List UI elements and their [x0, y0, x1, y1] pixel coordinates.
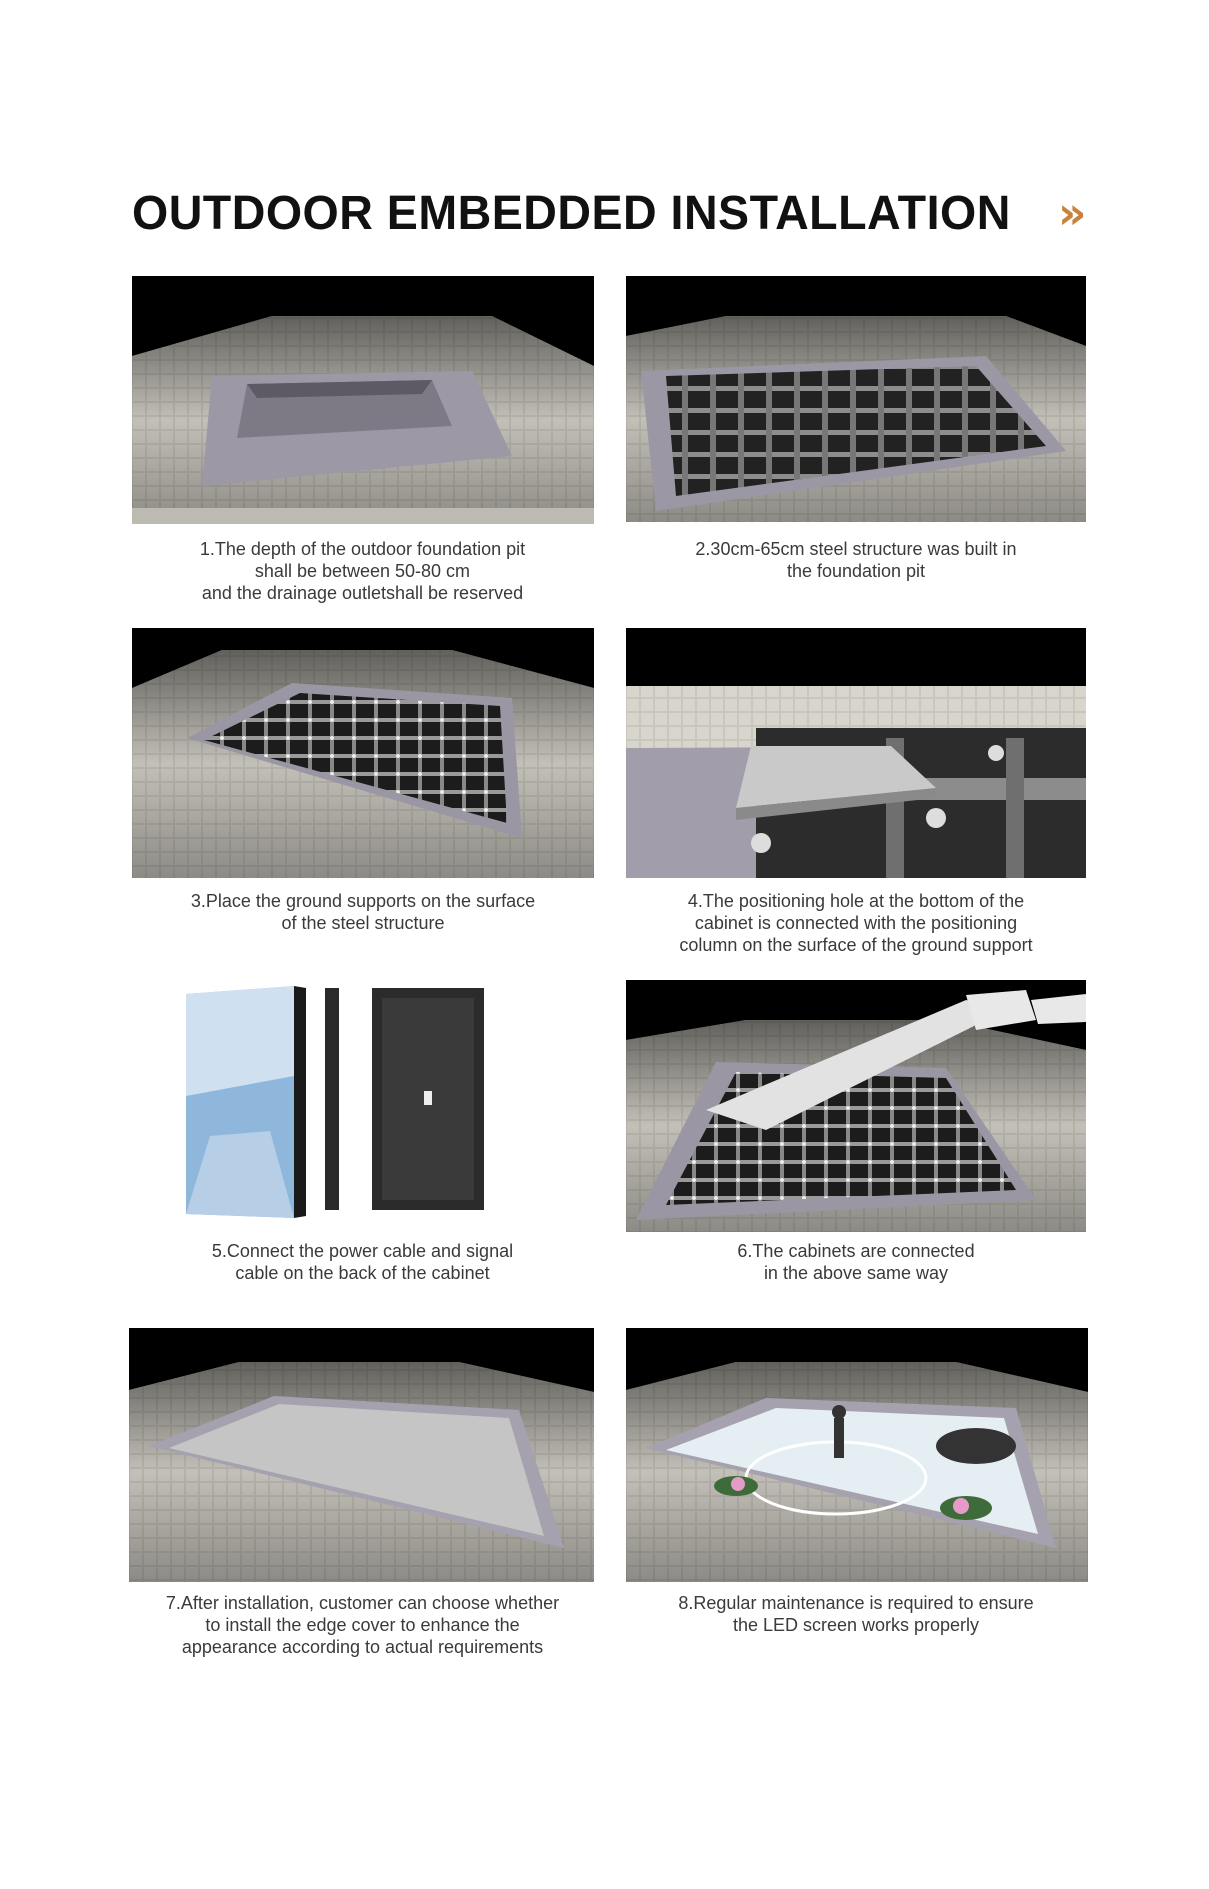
step-6-caption — [646, 1240, 1066, 1284]
caption-line: and the drainage outletshall be reserved — [201, 583, 524, 603]
caption-line: shall be between 50-80 cm — [254, 561, 471, 581]
caption-line: to install the edge cover to enhance the — [205, 1615, 520, 1635]
caption-line: 1.The depth of the outdoor foundation pit — [199, 539, 526, 559]
step-5-image — [170, 966, 520, 1218]
caption-line: 2.30cm-65cm steel structure was built in — [695, 539, 1017, 559]
step-2-image — [626, 276, 1086, 522]
caption-line: of the steel structure — [281, 913, 445, 933]
caption-line: 4.The positioning hole at the bottom of the — [687, 891, 1025, 911]
caption-line: 7.After installation, customer can choose whether — [165, 1593, 560, 1613]
caption-line: the LED screen works properly — [732, 1615, 980, 1635]
step-7-image — [129, 1328, 594, 1582]
step-1-caption — [160, 538, 565, 604]
double-chevron-right-icon: » — [1058, 188, 1081, 239]
caption-line: in the above same way — [763, 1263, 949, 1283]
caption-line: 3.Place the ground supports on the surface — [190, 891, 536, 911]
caption-line: 6.The cabinets are connected — [737, 1241, 975, 1261]
caption-line: column on the surface of the ground support — [679, 935, 1033, 955]
step-4-caption — [646, 890, 1066, 956]
caption-line: cable on the back of the cabinet — [235, 1263, 490, 1283]
caption-line: 5.Connect the power cable and signal — [211, 1241, 514, 1261]
caption-line: appearance according to actual requirements — [181, 1637, 544, 1657]
step-3-caption — [148, 890, 578, 934]
page-title: OUTDOOR EMBEDDED INSTALLATION — [132, 187, 1011, 240]
caption-line: cabinet is connected with the positioning — [694, 913, 1018, 933]
step-1-image — [132, 276, 594, 524]
step-2-caption — [646, 538, 1066, 582]
caption-line: 8.Regular maintenance is required to ensure — [678, 1593, 1034, 1613]
step-4-image — [626, 628, 1086, 878]
caption-line: the foundation pit — [786, 561, 926, 581]
step-8-caption — [646, 1592, 1066, 1636]
step-7-caption — [130, 1592, 595, 1658]
title-row — [132, 186, 1080, 241]
step-8-image — [626, 1328, 1088, 1582]
step-6-image — [626, 980, 1086, 1232]
step-5-caption — [160, 1240, 565, 1284]
step-3-image — [132, 628, 594, 878]
